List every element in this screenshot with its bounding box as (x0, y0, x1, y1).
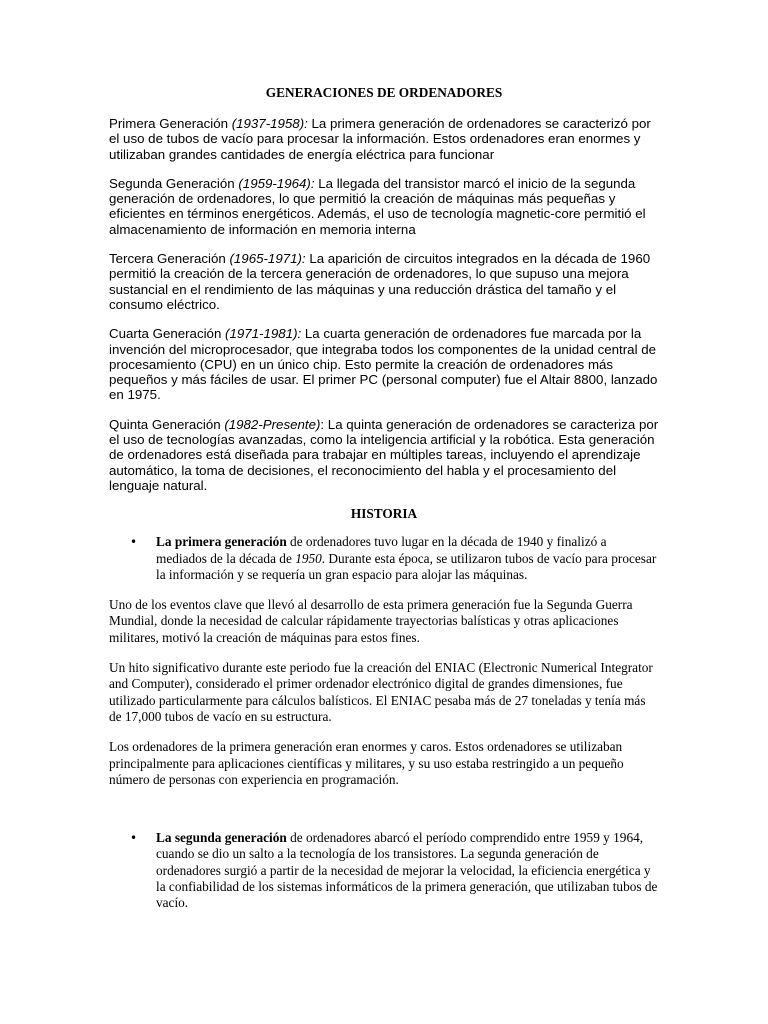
generation-paragraph-4 (109, 326, 659, 402)
document-title: GENERACIONES DE ORDENADORES (265, 85, 503, 100)
bullet-text: . Durante esta época, se utilizaron tubos de vacío para procesar la información y se requería un gran espacio para alojar las máquinas. (156, 550, 657, 582)
generation-text: La aparición de circuitos integrados en la década de 1960 permitió la creación de la tercera generación de ordenadores, lo que supuso una mejora sustancial en el rendimiento de las máquinas y una reducción drástica del tamaño y el consumo eléctrico. (109, 251, 651, 312)
history-paragraph-3: Los ordenadores de la primera generación eran enormes y caros. Estos ordenadores se utilizaban principalmente para aplicaciones científicas y militares, y su uso estaba restringido a un pequeño número de personas con experiencia en programación. (109, 739, 624, 787)
generation-text: : La quinta generación de ordenadores se caracteriza por el uso de tecnologías avanzadas, como la inteligencia artificial y la robótica. Esta generación de ordenadores está diseñada para trabajar en múltiples tareas, incluyendo el aprendizaje automático, la toma de decisiones, el reconocimiento del habla y el procesamiento del lenguaje natural. (109, 416, 659, 493)
bullet-first-generation (109, 534, 659, 583)
generation-text: La primera generación de ordenadores se caracterizó por el uso de tubos de vacío para procesar la información. Estos ordenadores eran enormes y utilizaban grandes cantidades de energía eléctrica para funcionar (109, 116, 651, 162)
generation-paragraph-5 (109, 417, 659, 493)
bullet-bold-lead: La primera generación (156, 534, 287, 550)
bullet-second-generation (109, 830, 659, 911)
generation-paragraph-3 (109, 251, 659, 312)
generation-dates: (1965-1971): (229, 251, 306, 267)
bullet-icon: • (130, 535, 138, 550)
history-heading: HISTORIA (350, 506, 418, 522)
generation-label: Primera Generación (109, 116, 232, 131)
generation-text: La cuarta generación de ordenadores fue marcada por la invención del microprocesador, que integraba todos los componentes de la unidad central de procesamiento (CPU) en un único chip. Esto permite la creación de ordenadores más pequeños y más fáciles de usar. El primer PC (personal computer) fue el Altair 8800, lanzado en 1975. (109, 326, 658, 403)
bullet-text: de ordenadores abarcó el período comprendido entre 1959 y 1964, cuando se dio un salto a la tecnología de los transistores. La segunda generación de ordenadores surgió a partir de la necesidad de mejorar la velocidad, la eficiencia energética y la confiabilidad de los sistemas informáticos de la primera generación, que utilizaban tubos de vacío. (156, 830, 658, 911)
generation-label: Cuarta Generación (109, 326, 226, 342)
history-paragraph-1: Uno de los eventos clave que llevó al desarrollo de esta primera generación fue la Segunda Guerra Mundial, donde la necesidad de calcular rápidamente trayectorias balísticas y otras aplicaciones militares, motivó la creación de máquinas para estos fines. (109, 597, 633, 645)
generation-dates: (1971-1981): (225, 326, 302, 342)
generation-label: Tercera Generación (109, 251, 230, 267)
history-paragraph-2: Un hito significativo durante este periodo fue la creación del ENIAC (Electronic Numerical Integrator and Computer), considerado el primer ordenador electrónico digital de grandes dimensiones, fue utilizado particularmente para cálculos balísticos. El ENIAC pesaba más de 27 toneladas y tenía más de 17,000 tubos de vacío en su estructura. (109, 660, 653, 724)
generation-paragraph-1 (109, 116, 659, 162)
bullet-text: de ordenadores tuvo lugar en la década de 1940 y finalizó a mediados de la década de (156, 534, 607, 566)
generation-dates: (1959-1964): (238, 175, 315, 191)
generation-paragraph-2 (109, 176, 659, 237)
generation-dates: (1982-Presente) (224, 416, 321, 432)
bullet-icon: • (130, 831, 138, 846)
generation-text: La llegada del transistor marcó el inicio de la segunda generación de ordenadores, lo que permitió la creación de máquinas más pequeñas y eficientes en términos energéticos. Además, el uso de tecnología magnetic-core permitió el almacenamiento de información en memoria interna (109, 175, 646, 237)
bullet-italic: 1950 (295, 550, 322, 566)
generation-label: Quinta Generación (109, 416, 225, 432)
bullet-bold-lead: La segunda generación (156, 830, 287, 846)
generation-label: Segunda Generación (109, 175, 239, 191)
document-page (109, 84, 659, 912)
generation-dates: (1937-1958): (231, 116, 308, 131)
